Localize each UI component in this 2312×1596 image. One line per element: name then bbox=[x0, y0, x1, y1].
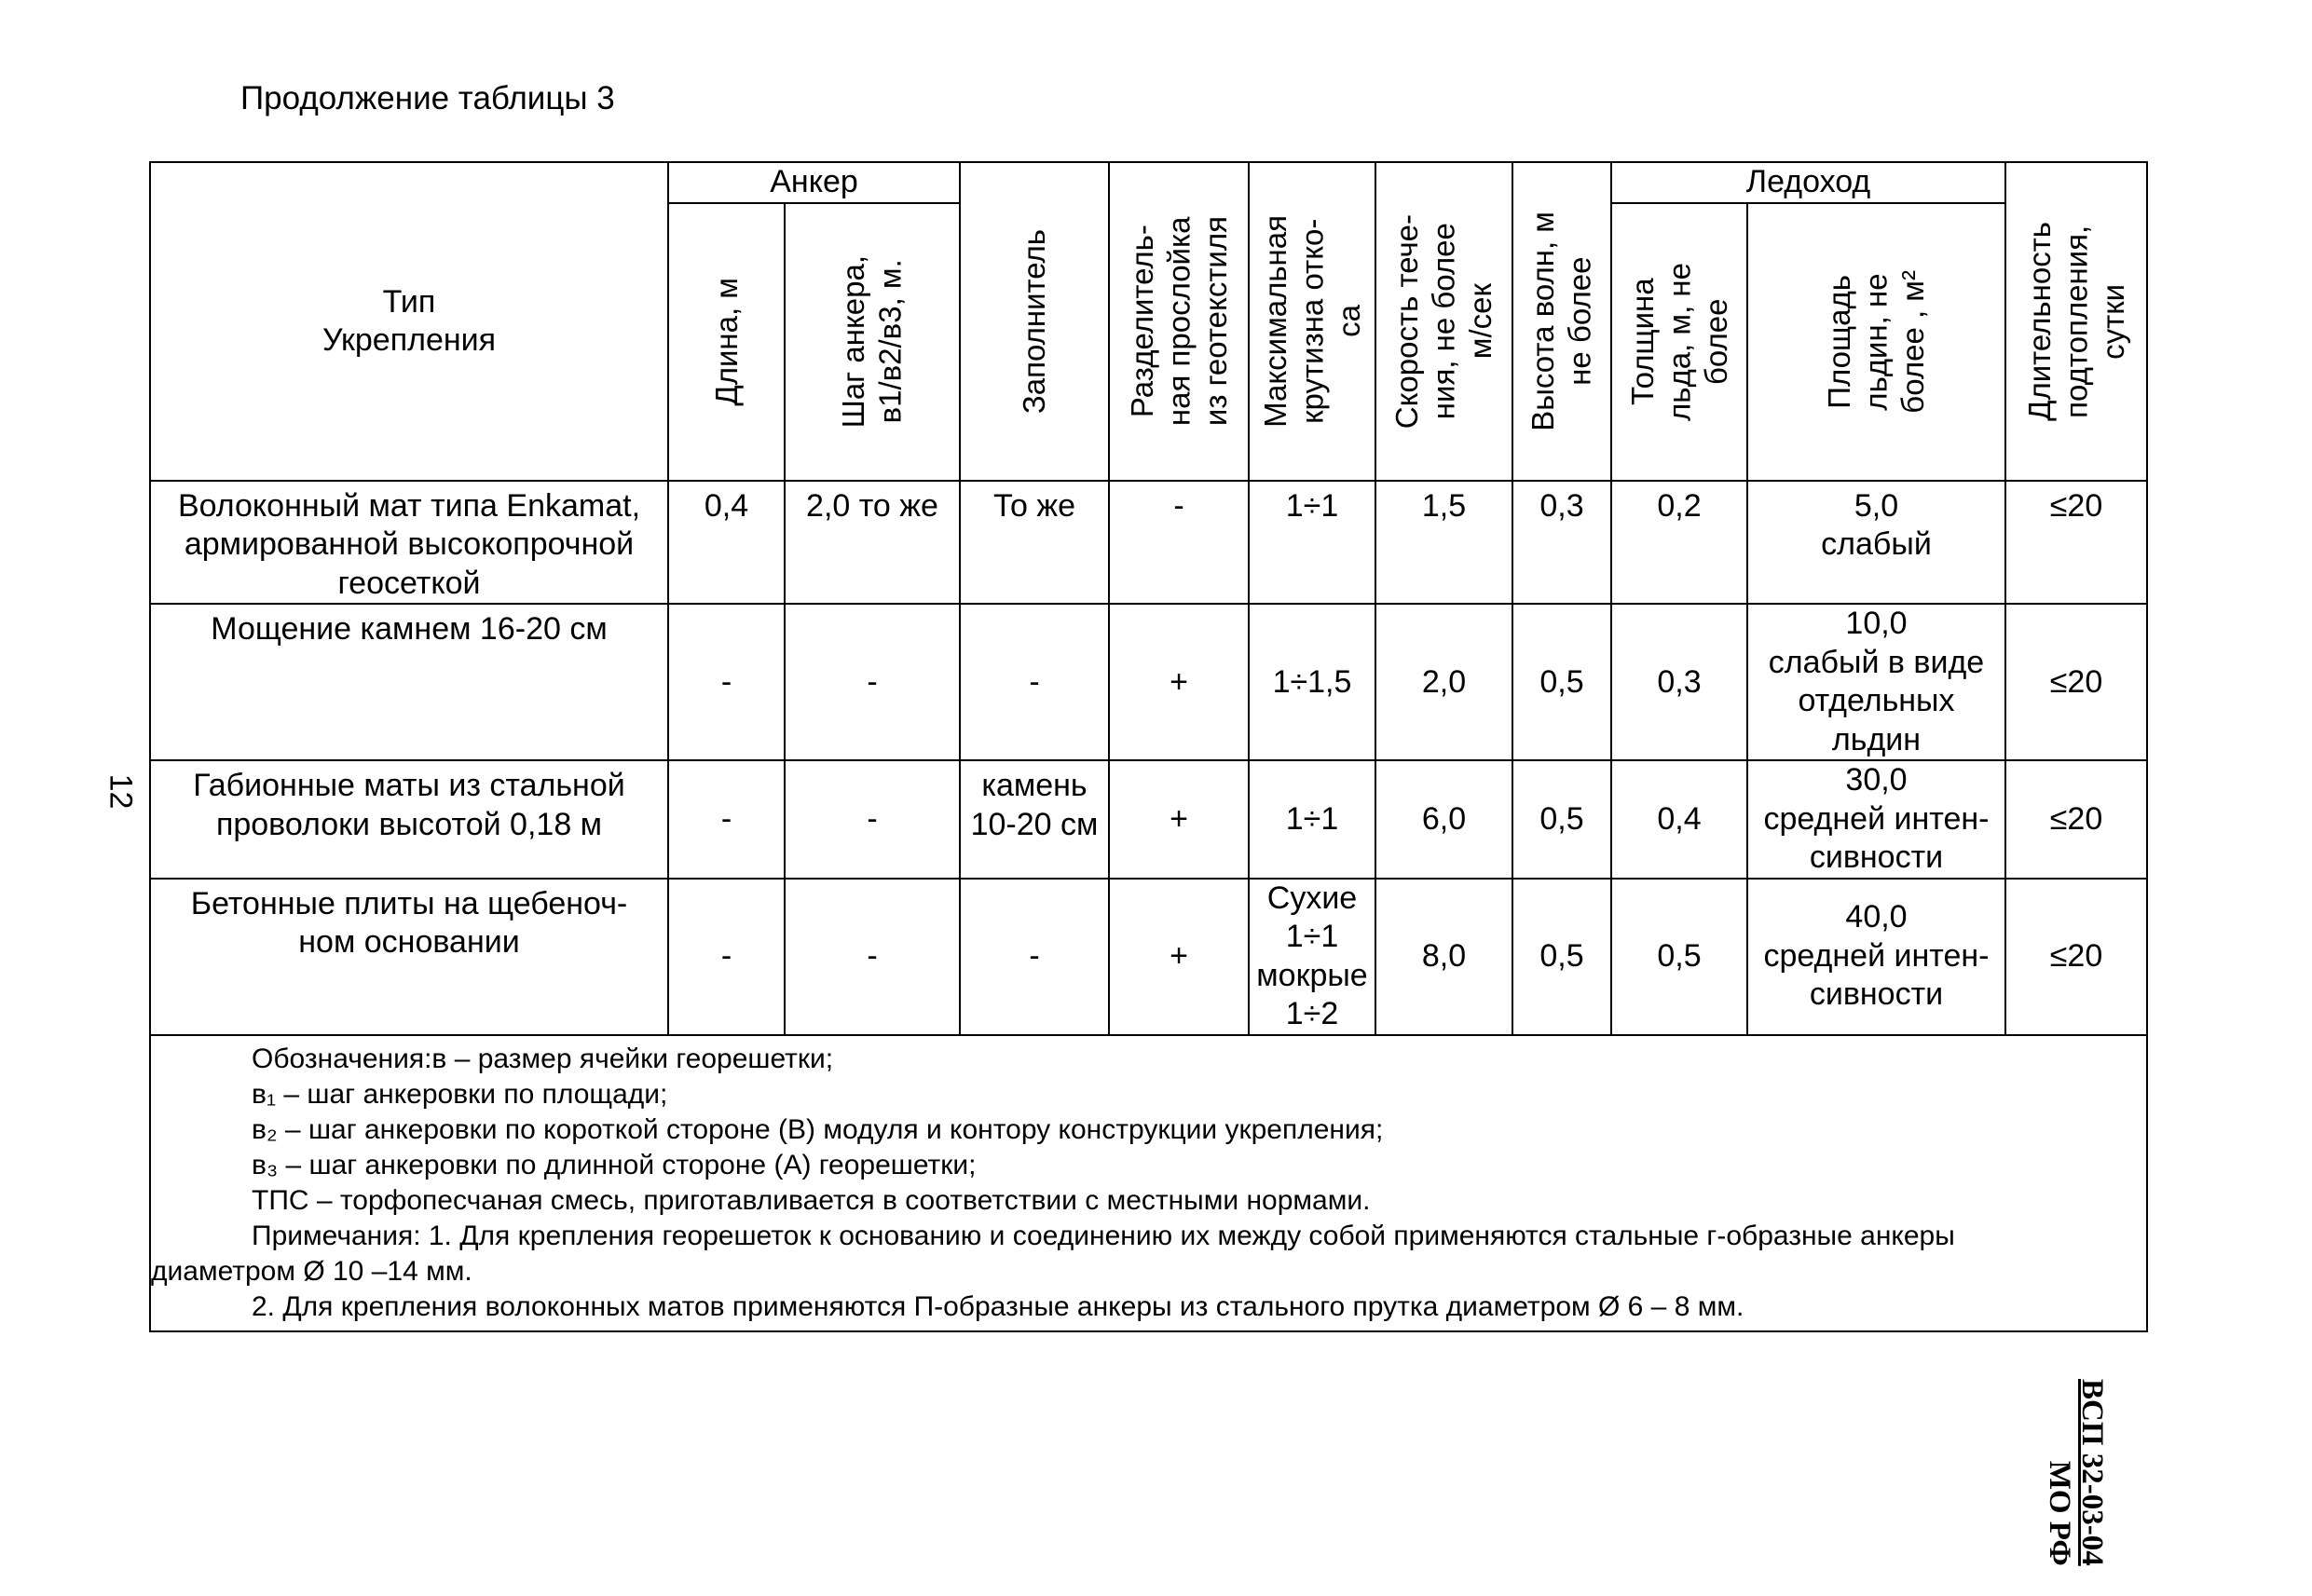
cell-geotextile: + bbox=[1109, 604, 1249, 760]
header-anchor-step: Шаг анкера, в1/в2/в3, м. bbox=[785, 203, 960, 481]
note-line: диаметром Ø 10 –14 мм. bbox=[151, 1256, 472, 1288]
header-ice-group: Ледоход bbox=[1611, 162, 2005, 203]
table-caption: Продолжение таблицы 3 bbox=[240, 80, 615, 116]
cell-flood-duration: ≤20 bbox=[2005, 879, 2147, 1035]
cell-type: Бетонные плиты на щебеноч- ном основании bbox=[150, 879, 668, 1035]
header-filler: Заполнитель bbox=[960, 162, 1109, 481]
cell-type: Волоконный мат типа Enkamat, армированной высокопрочной геосеткой bbox=[150, 481, 668, 604]
header-wave-height: Высота волн, м не более bbox=[1512, 162, 1611, 481]
header-type: Тип Укрепления bbox=[150, 162, 668, 481]
cell-ice-area: 5,0 слабый bbox=[1747, 481, 2005, 604]
header-ice-area: Площадь льдин, не более , м² bbox=[1747, 203, 2005, 481]
cell-slope: 1÷1 bbox=[1249, 760, 1375, 878]
note-line: в₃ – шаг анкеровки по длинной стороне (А) георешетки; bbox=[252, 1149, 977, 1180]
cell-filler: - bbox=[960, 879, 1109, 1035]
table-row bbox=[150, 760, 2147, 878]
header-anchor-group: Анкер bbox=[668, 162, 960, 203]
cell-filler: - bbox=[960, 604, 1109, 760]
cell-anchor-step: - bbox=[785, 760, 960, 878]
cell-ice-area: 40,0 средней интен- сивности bbox=[1747, 879, 2005, 1035]
cell-anchor-step: - bbox=[785, 604, 960, 760]
cell-geotextile: + bbox=[1109, 760, 1249, 878]
cell-flood-duration: ≤20 bbox=[2005, 481, 2147, 604]
table-notes bbox=[150, 1035, 2147, 1332]
note-line: 2. Для крепления волоконных матов применяются П-образные анкеры из стального прутка диаметром Ø 6 – 8 мм. bbox=[252, 1291, 1744, 1323]
document-code-line2: МО РФ bbox=[2043, 1460, 2077, 1566]
cell-flow-speed: 6,0 bbox=[1375, 760, 1512, 878]
note-line: Примечания: 1. Для крепления георешеток к основанию и соединению их между собой применяются стальные г-образные анкеры bbox=[252, 1221, 1955, 1252]
note-line: в₂ – шаг анкеровки по короткой стороне (В) модуля и контору конструкции укрепления; bbox=[252, 1113, 1384, 1145]
cell-geotextile: + bbox=[1109, 879, 1249, 1035]
cell-filler: То же bbox=[960, 481, 1109, 604]
cell-anchor-length: - bbox=[668, 879, 785, 1035]
cell-wave-height: 0,3 bbox=[1512, 481, 1611, 604]
cell-ice-thickness: 0,5 bbox=[1611, 879, 1747, 1035]
cell-flow-speed: 1,5 bbox=[1375, 481, 1512, 604]
page-number: 12 bbox=[103, 773, 139, 810]
cell-type: Габионные маты из стальной проволоки высотой 0,18 м bbox=[150, 760, 668, 878]
cell-flow-speed: 8,0 bbox=[1375, 879, 1512, 1035]
document-code bbox=[2044, 1379, 2108, 1566]
note-line: Обозначения:в – размер ячейки георешетки; bbox=[252, 1043, 834, 1074]
header-slope: Максимальная крутизна отко- са bbox=[1249, 162, 1375, 481]
cell-anchor-step: - bbox=[785, 879, 960, 1035]
cell-slope: 1÷1,5 bbox=[1249, 604, 1375, 760]
table-row bbox=[150, 604, 2147, 760]
cell-flood-duration: ≤20 bbox=[2005, 760, 2147, 878]
cell-ice-thickness: 0,3 bbox=[1611, 604, 1747, 760]
cell-geotextile: - bbox=[1109, 481, 1249, 604]
header-ice-thickness: Толщина льда, м, не более bbox=[1611, 203, 1747, 481]
header-flood-duration: Длительность подтопления, сутки bbox=[2005, 162, 2147, 481]
cell-anchor-step: 2,0 то же bbox=[785, 481, 960, 604]
header-flow-speed: Скорость тече- ния, не более м/сек bbox=[1375, 162, 1512, 481]
cell-ice-area: 10,0 слабый в виде отдельных льдин bbox=[1747, 604, 2005, 760]
note-line: в₁ – шаг анкеровки по площади; bbox=[252, 1078, 668, 1110]
cell-slope: 1÷1 bbox=[1249, 481, 1375, 604]
document-code-line1: ВСП 32-03-04 bbox=[2075, 1379, 2109, 1566]
cell-filler: камень 10-20 см bbox=[960, 760, 1109, 878]
cell-ice-thickness: 0,2 bbox=[1611, 481, 1747, 604]
note-line: ТПС – торфопесчаная смесь, приготавливается в соответствии с местными нормами. bbox=[252, 1184, 1371, 1216]
cell-ice-thickness: 0,4 bbox=[1611, 760, 1747, 878]
table-row bbox=[150, 879, 2147, 1035]
cell-flood-duration: ≤20 bbox=[2005, 604, 2147, 760]
cell-wave-height: 0,5 bbox=[1512, 879, 1611, 1035]
header-anchor-length: Длина, м bbox=[668, 203, 785, 481]
cell-slope: Сухие 1÷1 мокрые 1÷2 bbox=[1249, 879, 1375, 1035]
cell-anchor-length: - bbox=[668, 760, 785, 878]
cell-type: Мощение камнем 16-20 см bbox=[150, 604, 668, 760]
reinforcement-table bbox=[149, 161, 2148, 1332]
table-row bbox=[150, 481, 2147, 604]
cell-anchor-length: - bbox=[668, 604, 785, 760]
header-geotextile: Разделитель- ная прослойка из геотекстиля bbox=[1109, 162, 1249, 481]
cell-wave-height: 0,5 bbox=[1512, 604, 1611, 760]
cell-flow-speed: 2,0 bbox=[1375, 604, 1512, 760]
cell-anchor-length: 0,4 bbox=[668, 481, 785, 604]
cell-wave-height: 0,5 bbox=[1512, 760, 1611, 878]
cell-ice-area: 30,0 средней интен- сивности bbox=[1747, 760, 2005, 878]
